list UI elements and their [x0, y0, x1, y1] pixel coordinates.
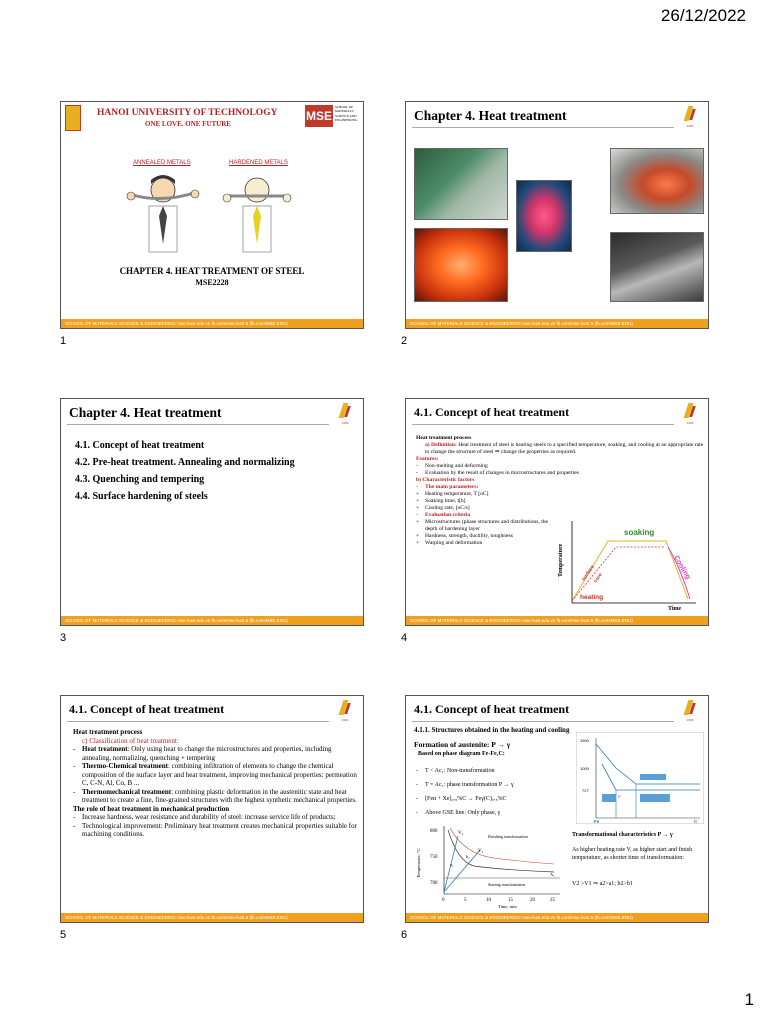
transform-heading: Transformational characteristics P → γ	[572, 832, 673, 838]
x-tick: 15	[508, 898, 513, 903]
school-logo-icon: 1956	[678, 106, 702, 128]
contents-item: 4.3. Quenching and tempering	[75, 474, 205, 485]
formation-list	[416, 764, 566, 820]
characteristic-label: b) Characteristic factors	[416, 476, 475, 483]
surface-label: surface	[580, 564, 596, 583]
annealed-label: ANNEALED METALS	[133, 160, 191, 166]
slide-body	[73, 728, 357, 839]
school-logo-icon: 1956	[678, 700, 702, 722]
transform-text: As higher heating rate V, as higher start and finish temperature, as shorter time of transformation:	[572, 847, 693, 862]
school-name: SCHOOL OF MATERIALS SCIENCE AND ENGINEERING	[335, 105, 358, 122]
definition	[416, 442, 704, 456]
list-item: - Non-melting and deforming	[416, 463, 704, 470]
slide-title: CHAPTER 4. HEAT TREATMENT OF STEEL	[119, 266, 305, 276]
x-tick: 20	[530, 898, 535, 903]
slide-4[interactable]	[405, 398, 709, 626]
university-name: HANOI UNIVERSITY OF TECHNOLOGY	[97, 108, 278, 118]
subtitle: 4.1.1. Structures obtained in the heating and cooling	[414, 726, 570, 734]
list-item: - Above GSE line: Only phase, γ	[416, 806, 566, 820]
page-number: 1	[744, 990, 754, 1009]
list-item: - T < Ac₁: Non-transformation	[416, 764, 566, 778]
slide-title: 4.1. Concept of heat treatment	[69, 702, 225, 716]
main-params-heading-list	[416, 484, 556, 491]
y-axis-label: Temperature, °C	[416, 848, 421, 878]
slide-title: Chapter 4. Heat treatment	[69, 405, 222, 420]
core-label: core	[592, 572, 604, 585]
title-divider	[412, 721, 674, 722]
list-item: + Cooling rate, [oC/s]	[416, 505, 556, 512]
slide-number: 4	[401, 632, 408, 644]
slide-3[interactable]	[60, 398, 364, 626]
x-tick: 25	[550, 898, 555, 903]
a1-label: a₁	[450, 862, 454, 867]
y-tick: 700	[430, 881, 438, 886]
eval-list	[416, 519, 556, 547]
y-tick: 750	[430, 855, 438, 860]
features-list	[416, 463, 704, 477]
classification-label: c) Classification of heat treatment:	[82, 736, 179, 745]
diagram-label: 1000	[580, 766, 589, 771]
x-tick: 5	[464, 898, 467, 903]
diagram-label: 1500	[580, 738, 589, 743]
slide-title: Chapter 4. Heat treatment	[414, 108, 567, 123]
list-item: + Warping and deformation	[416, 540, 556, 547]
slide-6[interactable]	[405, 695, 709, 923]
x-axis-label: Time	[668, 606, 682, 611]
slide-number: 5	[60, 929, 67, 941]
role-list	[73, 813, 357, 839]
diagram-label: P	[618, 794, 621, 799]
slide-footer: SCHOOL OF MATERIALS SCIENCE & ENGINEERING mse.hust.edu.vn fb.com/mse.hust.5 (fb.com/MSE.EDU)	[61, 616, 363, 625]
diagram-label: 727	[582, 788, 589, 793]
slide-number: 1	[60, 335, 67, 347]
university-logo	[65, 105, 81, 131]
slide-5[interactable]	[60, 695, 364, 923]
list-item: + Heating temperature, T [oC]	[416, 491, 556, 498]
school-logo-icon: 1956	[333, 700, 357, 722]
slide-number: 2	[401, 335, 408, 347]
finish-label: Finishing transformation	[488, 834, 528, 839]
list-item: + Hardness, strength, ductility, toughness	[416, 533, 556, 540]
list-item: - Technological improvement: Preliminary heat treatment creates mechanical properties suitable for machining conditions.	[73, 822, 357, 839]
definition-text: Heat treatment of steel is heating steels to a specified temperature, soaking, and cooling at an appropriate rate to change the structure of steel ⇒ change the properties as required.	[425, 441, 704, 455]
title-divider	[67, 721, 329, 722]
section-heading: Heat treatment process	[73, 728, 143, 736]
section-heading: Heat treatment process	[416, 435, 472, 441]
school-logo-icon: 1956	[333, 403, 357, 425]
fe-fe3c-phase-diagram	[576, 732, 704, 824]
title-divider	[67, 424, 329, 425]
slide-title: 4.1. Concept of heat treatment	[414, 702, 570, 716]
slide-footer: SCHOOL OF MATERIALS SCIENCE & ENGINEERING mse.hust.edu.vn fb.com/mse.hust.5 (fb.com/MSE.EDU)	[61, 319, 363, 328]
hardened-label: HARDENED METALS	[229, 160, 288, 166]
contents-item: 4.2. Pre-heat treatment. Annealing and normalizing	[75, 457, 295, 468]
classification-list	[73, 745, 357, 805]
formation-heading: Formation of austenite: P → γ	[414, 740, 511, 749]
slide-number: 3	[60, 632, 67, 644]
main-params-list	[416, 491, 556, 512]
diagram-label: Fe	[594, 819, 600, 824]
x-tick: 10	[486, 898, 491, 903]
title-divider	[412, 127, 674, 128]
cooling-label: Cooling	[672, 554, 692, 581]
b1-label: b₁	[466, 854, 470, 859]
photo-furnace-operator	[414, 148, 508, 220]
v1-label: V₁	[478, 849, 484, 854]
list-item: - Thermo-Chemical treatment: combining infiltration of elements to change the chemical composition of the surface layer and heat treatment, improving mechanical properties: permeation C, C-N, Al, Co, B ...	[73, 762, 357, 788]
list-item: - Evaluation by the result of changes in microstructures and properties	[416, 470, 704, 477]
mse-logo: MSE	[305, 105, 333, 127]
slide-2[interactable]	[405, 101, 709, 329]
cartoon-illustration	[121, 168, 301, 258]
features-label: Features:	[416, 455, 439, 462]
v2-label: V₂	[458, 831, 464, 836]
list-item: - Thermomechanical treatment: combining plastic deformation in the austenitic state and heat treatment to create a fine, fine-grained structures with the highest synthetic mechanical properties.	[73, 788, 357, 805]
start-label: Starting transformation	[488, 882, 526, 887]
x-axis-label: Time, min	[498, 904, 517, 909]
contents-item: 4.1. Concept of heat treatment	[75, 440, 205, 451]
list-item: - [Feα + Xe]₀.₈%C → Feγ(C)₀.₈%C	[416, 792, 566, 806]
photo-heat-treatment-worker	[610, 148, 704, 214]
slide-title: 4.1. Concept of heat treatment	[414, 405, 570, 419]
list-item: + Soaking time, t[h]	[416, 498, 556, 505]
a-label: A₁	[550, 872, 555, 877]
definition-label: a) Definition:	[425, 441, 457, 448]
photo-quenching-spray	[610, 232, 704, 302]
heat-treatment-cycle-diagram	[556, 517, 702, 611]
slide-footer: SCHOOL OF MATERIALS SCIENCE & ENGINEERING mse.hust.edu.vn fb.com/mse.hust.5 (fb.com/MSE.EDU)	[61, 913, 363, 922]
heating-label: heating	[580, 594, 604, 601]
slide-footer: SCHOOL OF MATERIALS SCIENCE & ENGINEERING mse.hust.edu.vn fb.com/mse.hust.5 (fb.com/MSE.EDU)	[406, 913, 708, 922]
slide-footer: SCHOOL OF MATERIALS SCIENCE & ENGINEERING mse.hust.edu.vn fb.com/mse.hust.5 (fb.com/MSE.EDU)	[406, 319, 708, 328]
print-date: 26/12/2022	[660, 6, 746, 25]
role-heading: The role of heat treatment in mechanical production	[73, 804, 230, 813]
slide-1[interactable]	[60, 101, 364, 329]
eval-heading-list	[416, 512, 556, 519]
based-on: Based on phase diagram Fe-Fe₃C:	[418, 751, 505, 757]
university-motto: ONE LOVE. ONE FUTURE	[145, 120, 231, 128]
y-axis-label: Temperature	[558, 543, 564, 577]
photo-glowing-ingot	[516, 180, 572, 252]
school-logo-icon: 1956	[678, 403, 702, 425]
list-item: - Heat treatment: Only using heat to change the microstructures and properties, including annealing, normalizing, quenching + tempering	[73, 745, 357, 762]
list-item: - T = Ac₁: phase transformation P → γ	[416, 778, 566, 792]
list-item: - Increase hardness, wear resistance and durability of steel: increase service life of products;	[73, 813, 357, 822]
transform-equation: V2 >V1 ⇒ a2>a1; b2>b1	[572, 881, 633, 887]
list-item: + Microstructures (phase structures and distributions, the depth of hardening layer	[416, 519, 556, 533]
transformation-chart	[414, 822, 564, 910]
course-code: MSE2228	[195, 278, 229, 287]
title-divider	[412, 424, 674, 425]
photo-orange-furnace	[414, 228, 508, 302]
y-tick: 800	[430, 829, 438, 834]
main-params-label: - The main parameters:	[416, 484, 556, 491]
chapter-contents	[75, 437, 295, 505]
contents-item: 4.4. Surface hardening of steels	[75, 491, 208, 502]
slide-footer: SCHOOL OF MATERIALS SCIENCE & ENGINEERING mse.hust.edu.vn fb.com/mse.hust.5 (fb.com/MSE.EDU)	[406, 616, 708, 625]
eval-label: - Evaluation criteria	[416, 512, 556, 519]
x-tick: 0	[442, 898, 445, 903]
slide-number: 6	[401, 929, 408, 941]
diagram-label: C	[694, 819, 698, 824]
soaking-label: soaking	[624, 528, 655, 537]
